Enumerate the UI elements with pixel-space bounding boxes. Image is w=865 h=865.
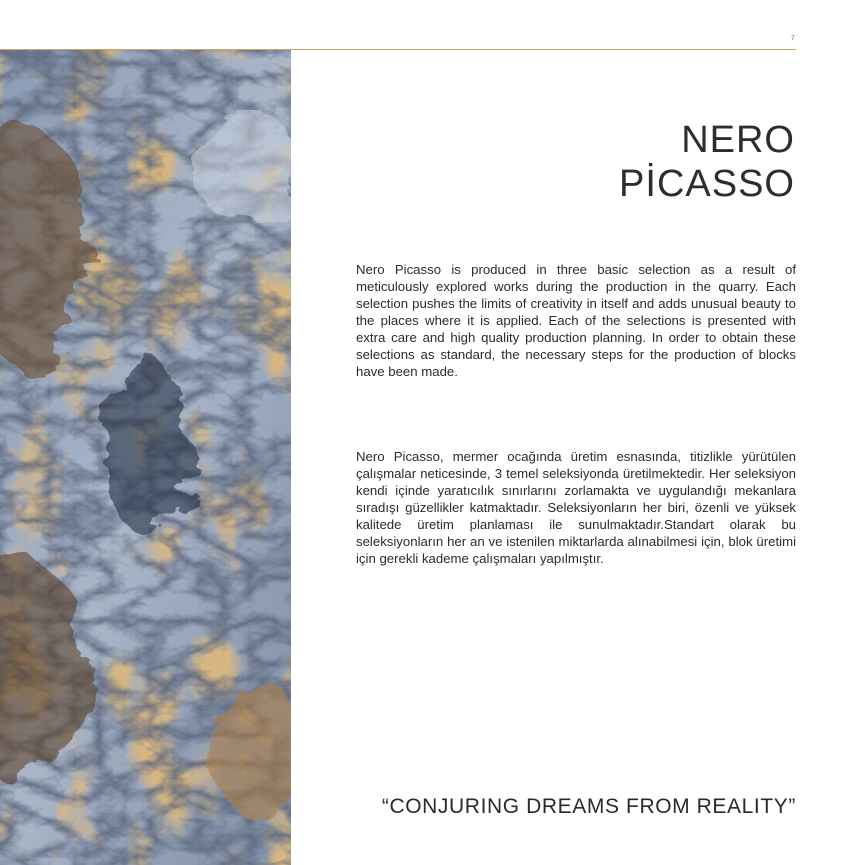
title-line-1: NERO <box>681 119 795 161</box>
title-line-2: PİCASSO <box>619 163 795 205</box>
marble-texture-svg <box>0 50 291 865</box>
page-number: 7 <box>791 36 795 42</box>
turkish-description: Nero Picasso, mermer ocağında üretim esnasında, titizlikle yürütülen çalışmalar neticesinde, 3 temel seleksiyonda üretilmektedir. Her seleksiyon kendi içinde yaratıcılık sınırlarını zorlamakta ve uygulandığı mekanlara sıradışı güzellikler katmaktadır. Seleksiyonların her biri, özenli ve yüksek kalitede üretim planlaması ile sunulmaktadır.Standart olarak bu seleksiyonların her an ve istenilen miktarlarda alınabilmesi için, blok üretimi için gerekli kademe çalışmaları yapılmıştır. <box>356 449 796 566</box>
tagline: “CONJURING DREAMS FROM REALITY” <box>381 795 796 818</box>
english-description: Nero Picasso is produced in three basic selection as a result of meticulously explored works during the production in the quarry. Each selection pushes the limits of creativity in itself and adds unusual beauty to the places where it is applied. Each of the selections is presented with extra care and high quality production planning. In order to obtain these selections as standard, the necessary steps for the production of blocks have been made. <box>356 262 796 379</box>
page-title <box>395 118 795 206</box>
marble-texture-image <box>0 50 291 865</box>
